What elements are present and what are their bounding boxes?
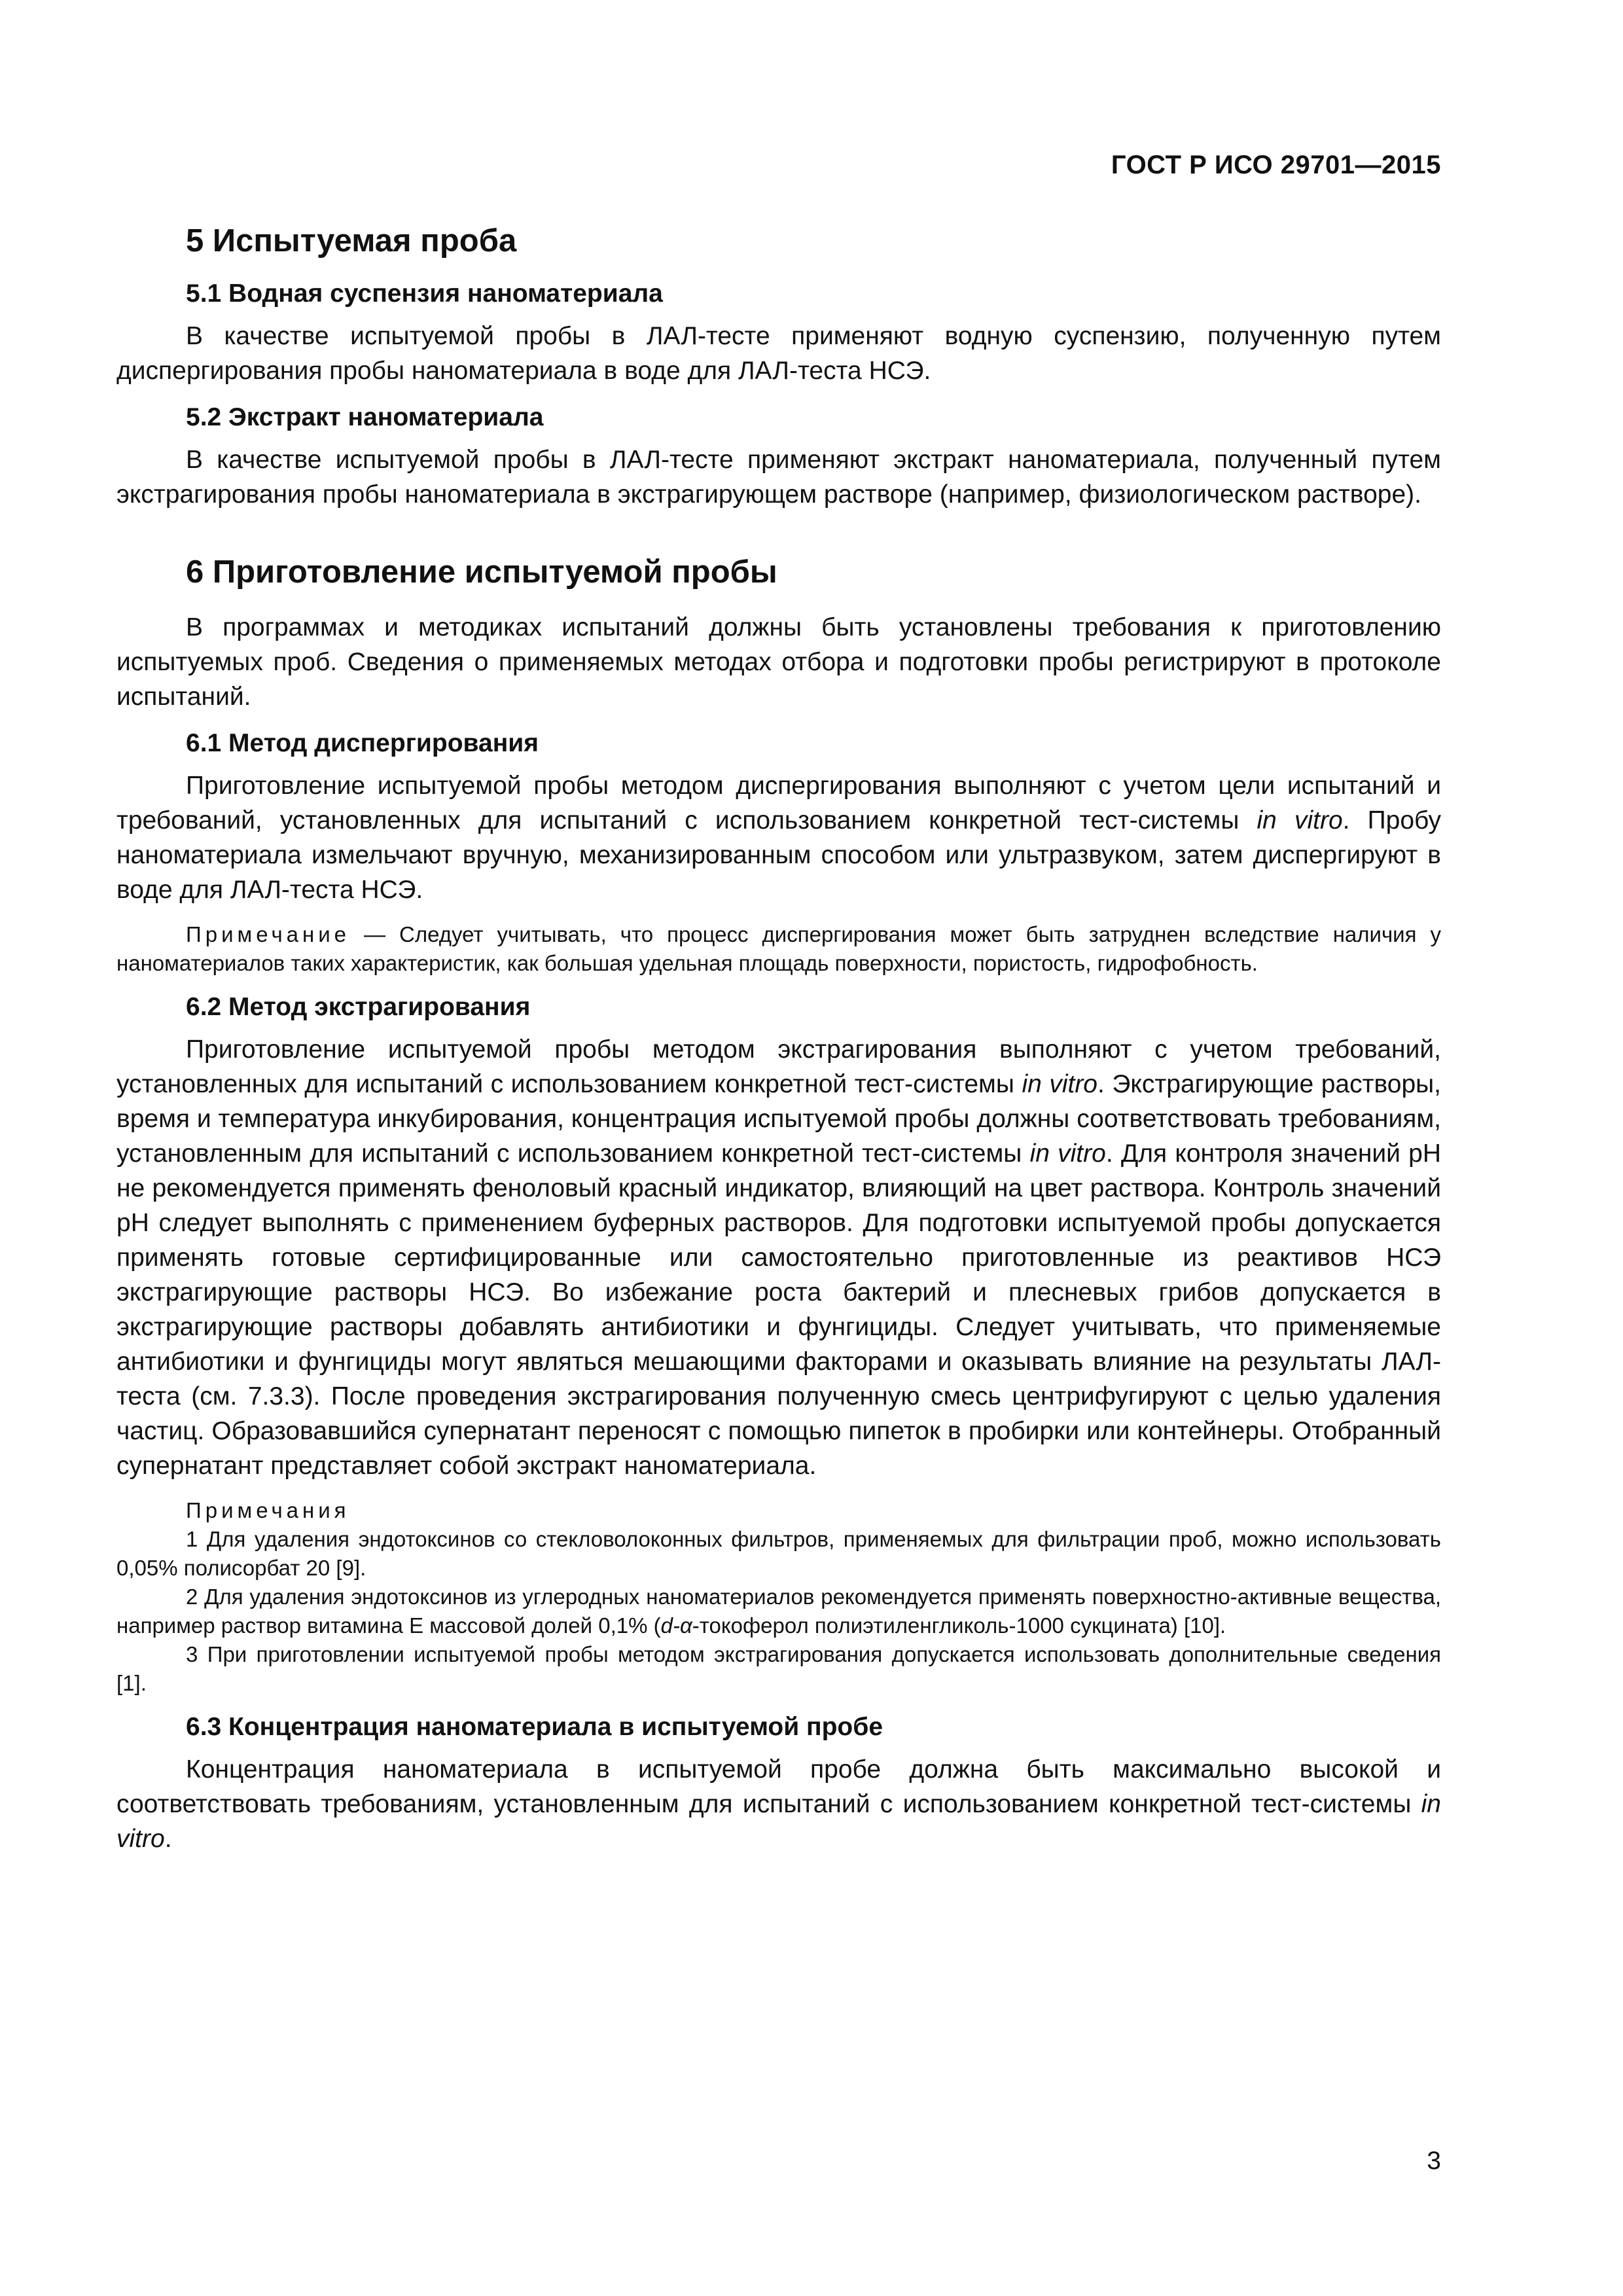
section-6-1-heading: 6.1 Метод диспергирования (186, 729, 539, 758)
page-content (116, 223, 1441, 1856)
section-6-2-note-3: 3 При приготовлении испытуемой пробы методом экстрагирования допускается использовать дополнительные сведения [1]. (116, 1641, 1441, 1695)
italic-term: in vitro (1029, 1139, 1106, 1168)
section-5-1-paragraph: В качестве испытуемой пробы в ЛАЛ-тесте применяют водную суспензию, полученную путем диспергирования пробы наноматериала в воде для ЛАЛ-теста НСЭ. (116, 322, 1441, 386)
section-5-heading: 5 Испытуемая проба (186, 223, 517, 259)
document-code-header: ГОСТ Р ИСО 29701—2015 (1111, 151, 1441, 179)
text-run: 2 Для удаления эндотоксинов из углеродных наноматериалов рекомендуется применять поверхностно-активные вещества, например раствор витамина Е массовой долей 0,1% ( (116, 1584, 1441, 1638)
section-6-2-paragraph (116, 1032, 1441, 1483)
section-6-3-heading: 6.3 Концентрация наноматериала в испытуемой пробе (186, 1712, 883, 1741)
section-6-2-notes-label (116, 1496, 1441, 1525)
notes-label: Примечания (186, 1498, 350, 1522)
section-6-2-note-1: 1 Для удаления эндотоксинов со стекловолоконных фильтров, применяемых для фильтрации проб, можно использовать 0,05% полисорбат 20 [9]. (116, 1526, 1441, 1580)
note-text: — Следует учитывать, что процесс диспергирования может быть затруднен вследствие наличия у наноматериалов таких характеристик, как большая удельная площадь поверхности, пористость, гидрофобность. (116, 922, 1441, 976)
section-5-2-paragraph: В качестве испытуемой пробы в ЛАЛ-тесте применяют экстракт наноматериала, полученный путем экстрагирования пробы наноматериала в экстрагирующем растворе (например, физиологическом растворе). (116, 445, 1441, 509)
section-6-2-note-2 (116, 1583, 1441, 1640)
text-run: Приготовление испытуемой пробы методом экстрагирования выполняют с учетом требований, установленных для испытаний с использованием конкретной тест-системы (116, 1035, 1441, 1098)
note-label: Примечание (186, 922, 351, 947)
text-run: . Пробу наноматериала измельчают вручную, механизированным способом или ультразвуком, затем диспергируют в воде для ЛАЛ-теста НСЭ. (116, 806, 1441, 905)
text-run: . Экстрагирующие растворы, время и температура инкубирования, концентрация испытуемой пробы должны соответствовать требованиям, установленным для испытаний с использованием конкретной тест-системы (116, 1069, 1441, 1168)
italic-term: d-α (660, 1613, 692, 1638)
page-number: 3 (1427, 2147, 1441, 2175)
section-6-1-paragraph (116, 768, 1441, 907)
text-run: . Для контроля значений pH не рекомендуется применять феноловый красный индикатор, влияющий на цвет раствора. Контроль значений pH следует выполнять с применением буферных растворов. Для подготовки испытуемой пробы допускается применять готовые сертифицированные или самостоятельно приготовленные из реактивов НСЭ экстрагирующие растворы НСЭ. Во избежание роста бактерий и плесневых грибов допускается в экстрагирующие растворы добавлять антибиотики и фунгициды. Следует учитывать, что применяемые антибиотики и фунгициды могут являться мешающими факторами и оказывать влияние на результаты ЛАЛ-теста (см. 7.3.3). После проведения экстрагирования полученную смесь центрифугируют с целью удаления частиц. Образовавшийся супернатант переносят с помощью пипеток в пробирки или контейнеры. Отобранный супернатант представляет собой экстракт наноматериала. (116, 1139, 1441, 1480)
section-6-1-note (116, 920, 1441, 978)
document-page (116, 0, 1441, 2296)
section-5-1-heading: 5.1 Водная суспензия наноматериала (186, 279, 663, 308)
italic-term: in vitro (1257, 806, 1343, 835)
text-run: -токоферол полиэтиленгликоль-1000 сукцината) [10]. (692, 1613, 1226, 1638)
italic-term: in vitro (1022, 1069, 1097, 1098)
section-6-2-heading: 6.2 Метод экстрагирования (186, 993, 531, 1022)
text-run: Концентрация наноматериала в испытуемой пробе должна быть максимально высокой и соответствовать требованиям, установленным для испытаний с использованием конкретной тест-системы (116, 1755, 1441, 1818)
section-6-3-paragraph (116, 1752, 1441, 1856)
text-run: . (164, 1824, 172, 1853)
section-5-2-heading: 5.2 Экстракт наноматериала (186, 403, 544, 432)
italic-term: in vitro (116, 1789, 1441, 1853)
text-run: Приготовление испытуемой пробы методом диспергирования выполняют с учетом цели испытаний и требований, установленных для испытаний с использованием конкретной тест-системы (116, 772, 1441, 835)
section-6-heading: 6 Приготовление испытуемой пробы (186, 554, 777, 590)
section-6-intro-paragraph: В программах и методиках испытаний должны быть установлены требования к приготовлению испытуемых проб. Сведения о применяемых методах отбора и подготовки пробы регистрируют в протоколе испытаний. (116, 613, 1441, 711)
